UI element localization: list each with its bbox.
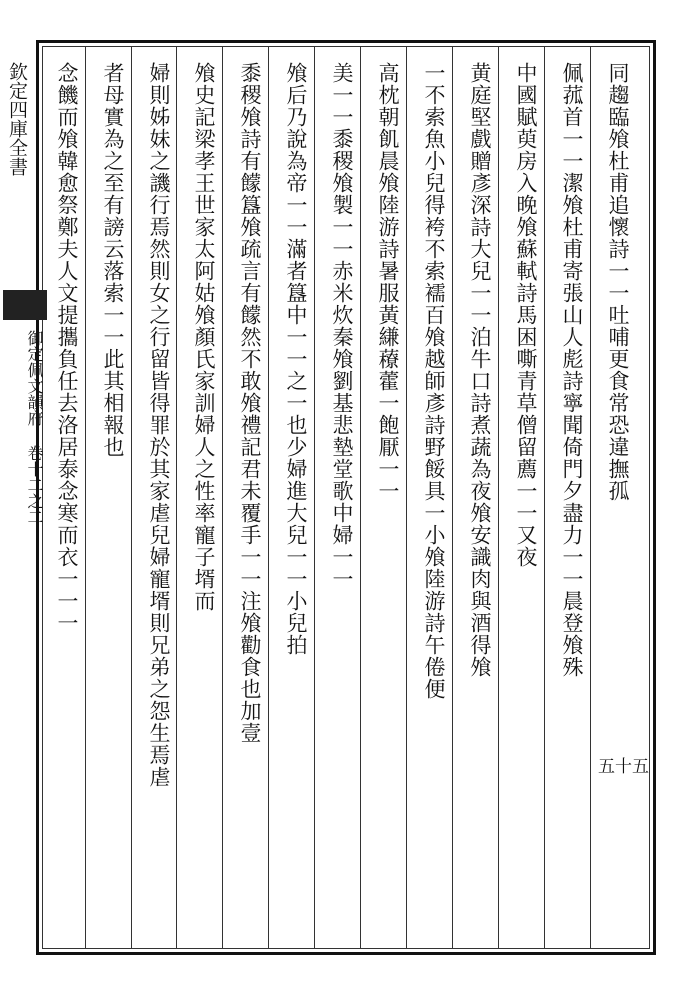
text-column-10: 飧史記梁孝王世家太阿姑飧顏氏家訓婦人之性率寵子壻而 [192,62,216,612]
page-number: 五十五 [598,757,649,777]
text-column-2: 佩菰首一一潔飧杜甫寄張山人彪詩寧聞倚門夕盡力一一晨登飧殊 [560,62,584,678]
book-title [4,330,44,525]
text-column-12: 者母實為之至有謗云落索一一此其相報也 [101,62,125,458]
text-column-9: 黍稷飧詩有饛簋飧疏言有饛然不敢飧禮記君未覆手一一注飧勸食也加壹 [238,62,262,744]
fishtail-mark [3,290,47,320]
column-rule [268,47,269,948]
column-rule [452,47,453,948]
text-column-4: 黄庭堅戲贈彥深詩大兒一一泊牛口詩煮蔬為夜飧安識肉與酒得飧 [468,62,492,678]
text-column-5: 一不索魚小兒得袴不索襦百飧越師彥詩野餒具一小飧陸游詩午倦便 [422,62,446,700]
text-column-6: 高枕朝飢晨飧陸游詩暑服黃縑䕩藿一飽厭一一 [376,62,400,502]
column-rule [544,47,545,948]
volume-label: 卷十二之二 [25,445,44,525]
text-column-11: 婦則姊妹之譏行焉然則女之行留皆得罪於其家虐兒婦寵壻則兄弟之怨生焉虐 [147,62,171,788]
column-rule [590,47,591,948]
column-rule [222,47,223,948]
column-rule [131,47,132,948]
text-column-13: 念饑而飧韓愈祭鄭夫人文提攜負任去洛居泰念寒而衣一一一 [55,62,79,634]
text-column-3: 中國賦萸房入晚飧蘇軾詩馬困嘶青草僧留薦一一又夜 [514,62,538,568]
column-rule [360,47,361,948]
column-rule [498,47,499,948]
series-title: 欽定四庫全書 [6,62,28,176]
column-rule [85,47,86,948]
column-rule [314,47,315,948]
text-column-8: 飧后乃說為帝一一滿者簋中一一之一也少婦進大兒一一小兒拍 [284,62,308,656]
book-title-text: 御定佩文韻府 [25,330,44,426]
column-rule [406,47,407,948]
text-column-7: 美一一黍稷飧製一一赤米炊秦飧劉基悲墊堂歌中婦一一 [330,62,354,590]
text-column-1: 同趨臨飧杜甫追懷詩一一吐哺更食常恐違撫孤 [606,62,630,502]
